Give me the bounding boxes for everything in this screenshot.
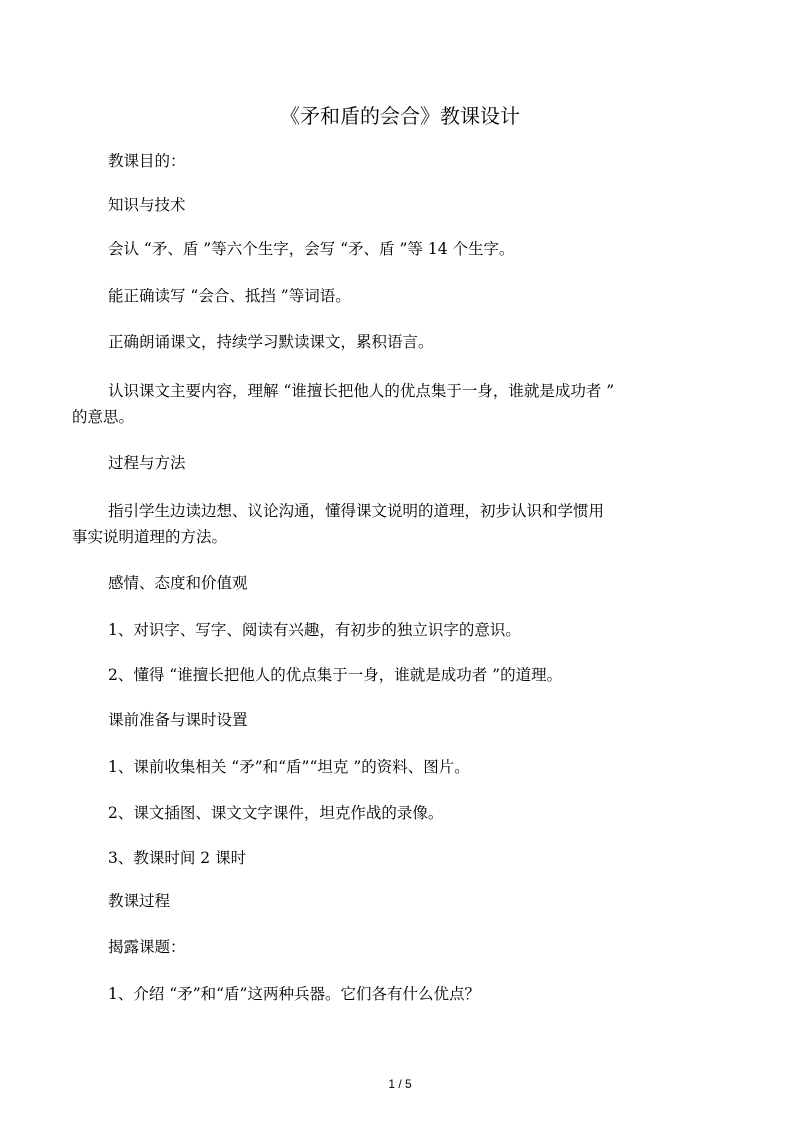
paragraph-line: 指引学生边读边想、议论沟通，懂得课文说明的道理，初步认识和学惯用 [108,502,605,520]
list-item: 1、课前收集相关 “矛”和“盾”“坦克 ”的资料、图片。 [108,758,470,776]
list-item: 2、懂得 “谁擅长把他人的优点集于一身，谁就是成功者 ”的道理。 [108,666,563,684]
list-item: 1、介绍 “矛”和“盾”这两种兵器。它们各有什么优点？ [108,985,480,1003]
list-item: 1、对识字、写字、阅读有兴趣，有初步的独立识字的意识。 [108,621,521,639]
list-item: 2、课文插图、课文文字课件，坦克作战的录像。 [108,804,444,822]
text-paragraph [72,498,732,550]
document-title: 《矛和盾的会合》教课设计 [280,104,520,128]
section-heading-teaching-process: 教课过程 [108,892,171,910]
section-heading-knowledge-skills: 知识与技术 [108,196,186,214]
text-line: 会认 “矛、盾 ”等六个生字，会写 “矛、盾 ”等 14 个生字。 [108,240,515,258]
section-heading-emotion-values: 感情、态度和价值观 [108,574,248,592]
paragraph-line: 的意思。 [72,408,135,426]
section-heading-process-methods: 过程与方法 [108,454,186,472]
list-item: 3、教课时间 2 课时 [108,849,247,867]
section-heading-introduce-topic: 揭露课题： [108,938,186,956]
text-paragraph [72,378,732,430]
paragraph-line: 事实说明道理的方法。 [72,528,228,546]
section-heading-preparation: 课前准备与课时设置 [108,711,248,729]
text-line: 正确朗诵课文，持续学习默读课文，累积语言。 [108,333,434,351]
text-line: 能正确读写 “会合、抵挡 ”等词语。 [108,287,351,305]
section-heading-objectives: 教课目的： [108,152,186,170]
paragraph-line: 认识课文主要内容，理解 “谁擅长把他人的优点集于一身，谁就是成功者 ” [108,382,615,400]
page-number: 1 / 5 [388,1077,412,1091]
